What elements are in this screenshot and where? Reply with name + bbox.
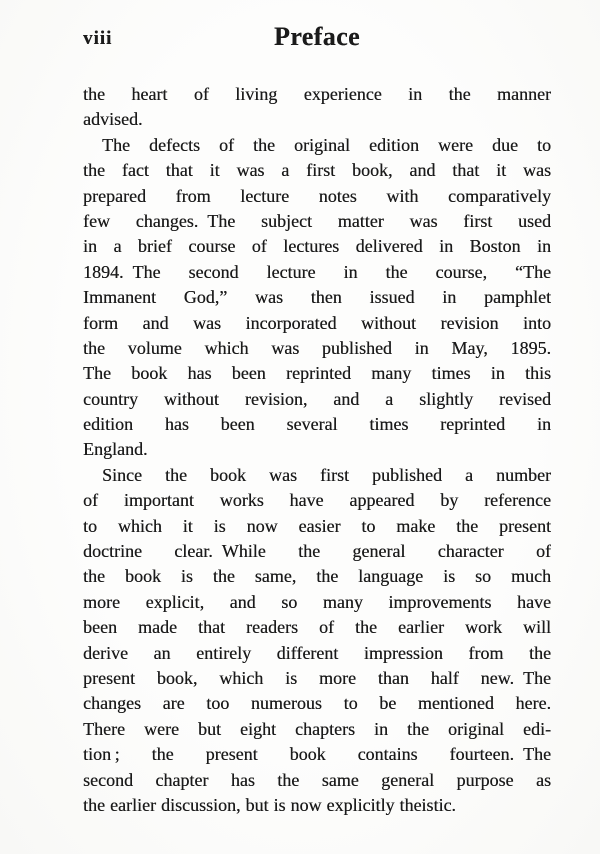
- text-line: the book is the same, the language is so much: [83, 566, 551, 587]
- page-body: [83, 82, 551, 818]
- text-line: few changes. The subject matter was first used: [83, 210, 551, 231]
- page-number: viii: [83, 28, 113, 49]
- text-line: the fact that it was a first book, and that it was: [83, 160, 551, 181]
- text-line: prepared from lecture notes with comparatively: [83, 185, 551, 206]
- text-line: 1894. The second lecture in the course, “The: [83, 261, 551, 282]
- text-line: to which it is now easier to make the present: [83, 515, 551, 536]
- text-line: changes are too numerous to be mentioned here.: [83, 693, 551, 714]
- page-title: Preface: [273, 22, 361, 51]
- text-line: The book has been reprinted many times in this: [83, 363, 551, 384]
- text-line: second chapter has the same general purpose as: [83, 769, 551, 790]
- text-line: Since the book was first published a number: [102, 464, 551, 485]
- text-line: There were but eight chapters in the original edi-: [83, 718, 551, 739]
- text-line: England.: [83, 439, 148, 460]
- text-line: present book, which is more than half new. The: [83, 667, 551, 688]
- text-line: the earlier discussion, but is now explicitly theistic.: [83, 794, 456, 815]
- paragraph: [83, 82, 551, 133]
- text-line: advised.: [83, 109, 143, 130]
- text-line: country without revision, and a slightly revised: [83, 388, 551, 409]
- text-line: form and was incorporated without revision into: [83, 312, 551, 333]
- text-line: of important works have appeared by reference: [83, 490, 551, 511]
- text-line: edition has been several times reprinted in: [83, 414, 551, 435]
- text-line: tion ; the present book contains fourteen. The: [83, 744, 551, 765]
- text-line: been made that readers of the earlier work will: [83, 617, 551, 638]
- running-head: [83, 21, 551, 53]
- paragraph: [83, 463, 551, 818]
- text-line: derive an entirely different impression from the: [83, 642, 551, 663]
- paragraph: [83, 133, 551, 463]
- text-line: the volume which was published in May, 1895.: [83, 337, 551, 358]
- text-line: in a brief course of lectures delivered in Boston in: [83, 236, 551, 257]
- text-line: The defects of the original edition were due to: [102, 134, 551, 155]
- text-line: doctrine clear. While the general character of: [83, 541, 551, 562]
- text-line: Immanent God,” was then issued in pamphlet: [83, 287, 551, 308]
- text-line: the heart of living experience in the manner: [83, 84, 551, 104]
- text-line: more explicit, and so many improvements have: [83, 591, 551, 612]
